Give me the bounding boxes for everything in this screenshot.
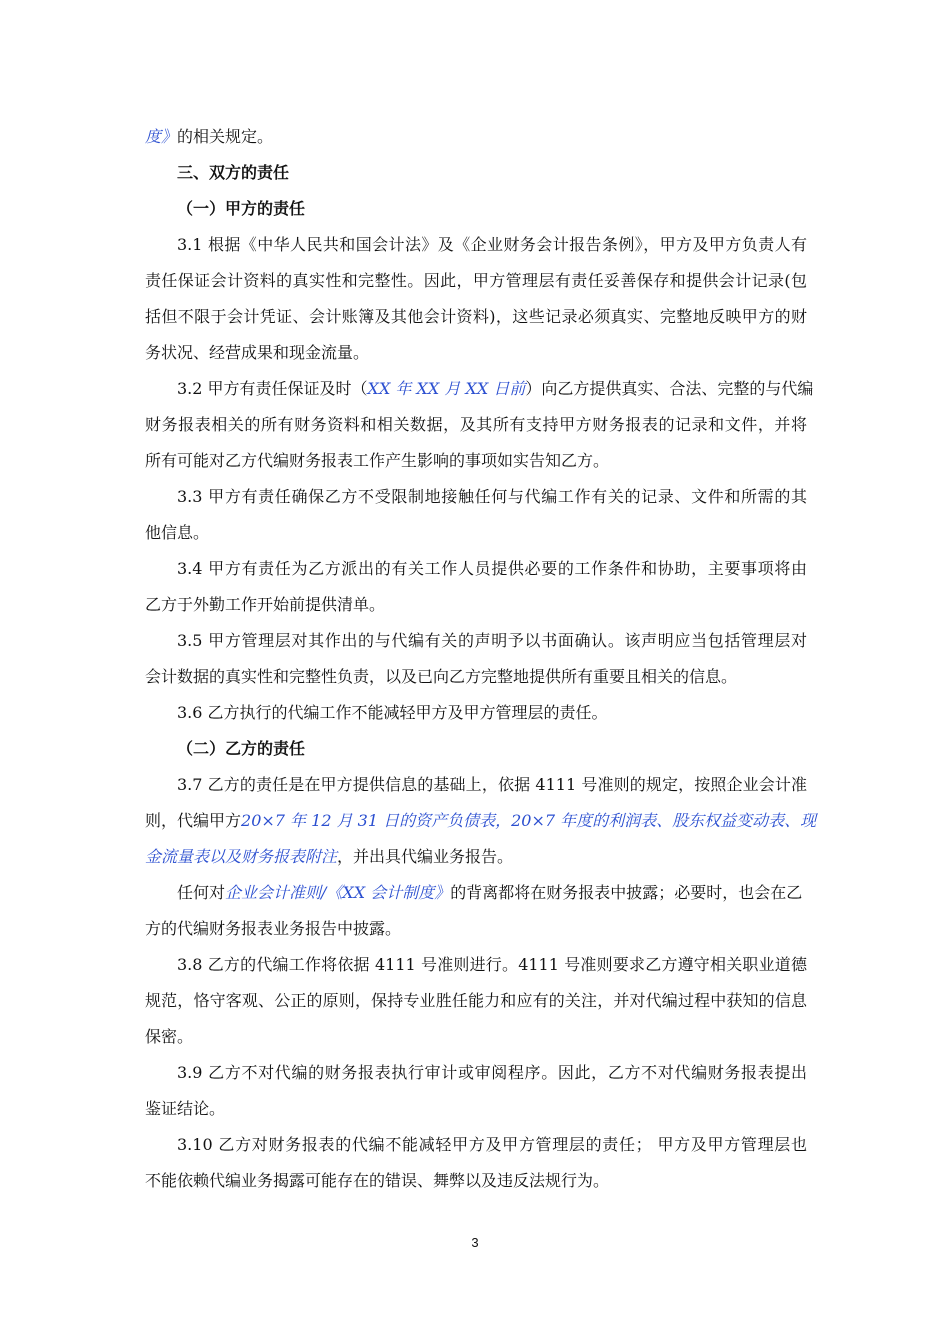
line-text: ）向乙方提供真实、合法、完整的与代编 (525, 379, 814, 398)
paragraph-line: 3.4 甲方有责任为乙方派出的有关工作人员提供必要的工作条件和协助，主要事项将由 (177, 559, 807, 578)
italic-placeholder: 度》 (145, 127, 178, 146)
italic-placeholder: 20×7 年 12 月 31 日的资产负债表，20×7 年度的利润表、股东权益变动表、现 (241, 811, 817, 830)
section-heading: 三、双方的责任 (177, 163, 290, 182)
line-text: 任何对 (177, 883, 226, 902)
paragraph-line: 规范，恪守客观、公正的原则，保持专业胜任能力和应有的关注，并对代编过程中获知的信息 (145, 991, 807, 1010)
page-number: 3 (471, 1235, 479, 1250)
paragraph-line: 责任保证会计资料的真实性和完整性。因此，甲方管理层有责任妥善保存和提供会计记录(包 (145, 271, 807, 290)
subsection-heading: （二）乙方的责任 (177, 739, 306, 758)
paragraph-line: 3.9 乙方不对代编的财务报表执行审计或审阅程序。因此，乙方不对代编财务报表提出 (177, 1063, 807, 1082)
italic-placeholder: 企业会计准则/《XX 会计制度》 (225, 883, 451, 902)
paragraph-line (145, 839, 807, 875)
paragraph-line: 3.3 甲方有责任确保乙方不受限制地接触任何与代编工作有关的记录、文件和所需的其 (177, 487, 807, 506)
paragraph-line: 3.8 乙方的代编工作将依据 4111 号准则进行。4111 号准则要求乙方遵守相关职业道德 (177, 955, 807, 974)
paragraph-line: 所有可能对乙方代编财务报表工作产生影响的事项如实告知乙方。 (145, 451, 610, 470)
document-body (145, 119, 817, 1199)
line-text: ，并出具代编业务报告。 (337, 847, 514, 866)
paragraph-line: 他信息。 (145, 523, 210, 542)
paragraph-line: 会计数据的真实性和完整性负责，以及已向乙方完整地提供所有重要且相关的信息。 (145, 667, 738, 686)
paragraph-line: 务状况、经营成果和现金流量。 (145, 343, 370, 362)
italic-placeholder: XX 年 XX 月 XX 日前 (367, 379, 526, 398)
paragraph-line (145, 371, 814, 407)
paragraph-line: 3.1 根据《中华人民共和国会计法》及《企业财务会计报告条例》，甲方及甲方负责人有 (177, 235, 807, 254)
paragraph-line: 不能依赖代编业务揭露可能存在的错误、舞弊以及违反法规行为。 (145, 1171, 610, 1190)
paragraph-line: 财务报表相关的所有财务资料和相关数据，及其所有支持甲方财务报表的记录和文件，并将 (145, 415, 807, 434)
line-text: 的背离都将在财务报表中披露；必要时，也会在乙 (450, 883, 803, 902)
paragraph-line: 方的代编财务报表业务报告中披露。 (145, 919, 402, 938)
paragraph-line: 保密。 (145, 1027, 194, 1046)
paragraph-line (145, 119, 807, 155)
paragraph-line (145, 875, 807, 911)
paragraph-line: 括但不限于会计凭证、会计账簿及其他会计资料)，这些记录必须真实、完整地反映甲方的财 (145, 307, 807, 326)
line-text: 的相关规定。 (177, 127, 274, 146)
line-text: 则，代编甲方 (145, 811, 242, 830)
paragraph-line: 3.5 甲方管理层对其作出的与代编有关的声明予以书面确认。该声明应当包括管理层对 (177, 631, 807, 650)
paragraph-line: 乙方于外勤工作开始前提供清单。 (145, 595, 386, 614)
paragraph-line: 3.7 乙方的责任是在甲方提供信息的基础上，依据 4111 号准则的规定，按照企业会计准 (177, 775, 807, 794)
paragraph-line: 3.10 乙方对财务报表的代编不能减轻甲方及甲方管理层的责任； 甲方及甲方管理层也 (177, 1135, 807, 1154)
italic-placeholder: 金流量表以及财务报表附注 (145, 847, 338, 866)
paragraph-line: 3.6 乙方执行的代编工作不能减轻甲方及甲方管理层的责任。 (177, 703, 608, 722)
paragraph-line (145, 803, 817, 839)
line-text: 3.2 甲方有责任保证及时（ (177, 379, 368, 398)
paragraph-line: 鉴证结论。 (145, 1099, 226, 1118)
subsection-heading: （一）甲方的责任 (177, 199, 306, 218)
